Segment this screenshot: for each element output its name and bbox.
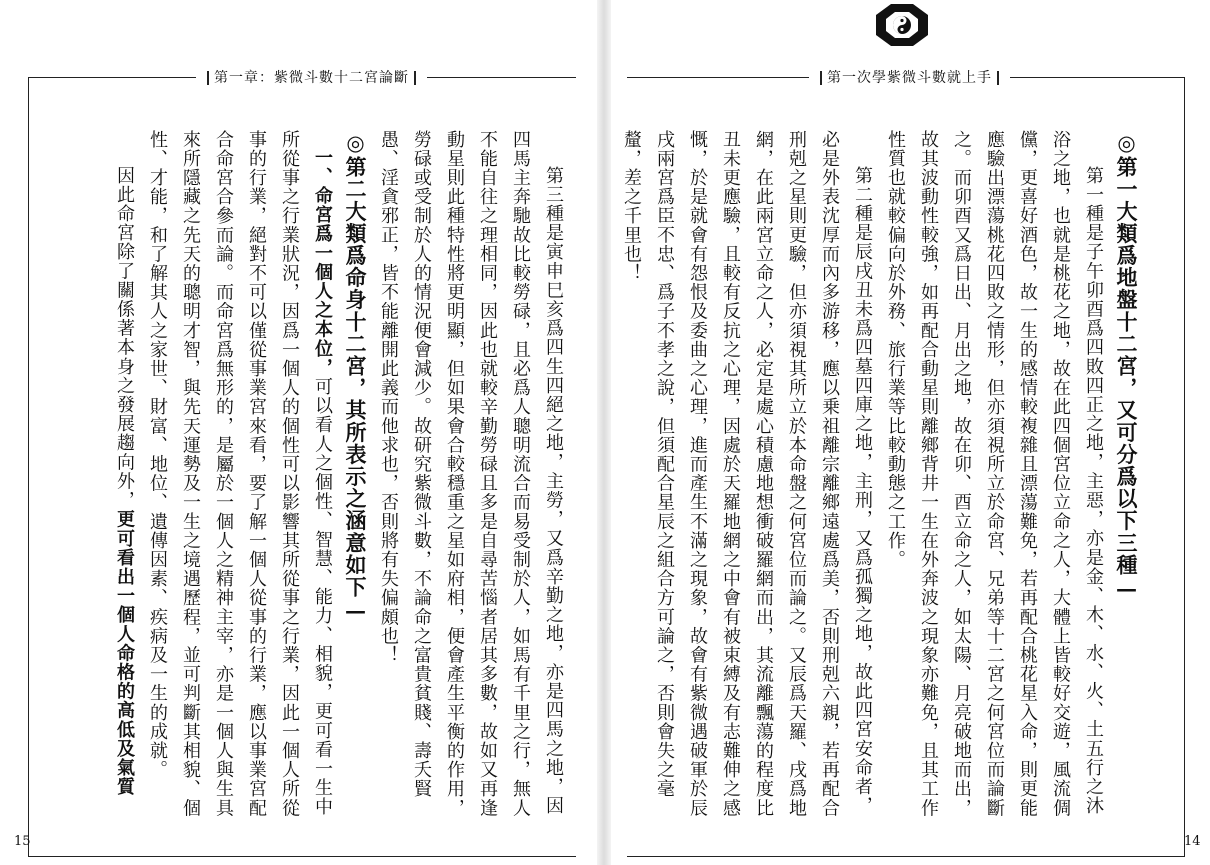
section-heading-right [1110, 130, 1143, 820]
page-number-left: 15 [14, 834, 31, 849]
heading-text-left: 第二大類爲命身十二宮，其所表示之涵意如下— [343, 156, 368, 625]
book-gutter [597, 0, 611, 865]
left-page-body [50, 130, 570, 820]
subsection-text: 可以看人之個性、智慧、能力、相貌，更可看一生中所從事之行業狀況，因爲一個人的個性可以影響其所從事之行業，因此一個人所從事的行業，絕對不可以僅從事業宮來看，要了解一個人從事的行業，應以事業宮配合命宮合參而論。而命宮爲無形的，是屬於一個人之精神主宰，亦是一個人與生具來所隱藏之先天的聰明才智，與先天運勢及一生之境遇歷程，並可判斷其相貌、個性、才能，和了解其人之家世、財富、地位、遺傳因素、疾病及一生的成就。 [147, 130, 333, 818]
subsection-label: 一、命宮爲一個人之本位， [312, 148, 333, 378]
paragraph-second-type: 第二種是辰戌丑未爲四墓四庫之地，主刑，又爲孤獨之地，故此四宮安命者，必是外表沈厚而內多游移，應以乗祖離宗離鄉遠處爲美，否則刑剋六親，若再配合刑剋之星則更驗，但亦須視其所立於本命盤之何宮位而論之。又辰爲天羅、戌爲地網，在此兩宮立命之人，必定是處心積慮地想衝破羅網而出，其流離飄蕩的程度比丑未更應驗，且較有反抗之心理，因處於天羅地網之中會有被束縛及有志難伸之感慨，於是就會有怨恨及委曲之心理，進而產生不滿之現象，故會有紫微遇破軍於辰戌兩宮爲臣不忠、爲子不孝之說，但須配合星辰之組合方可論之，否則會失之毫釐，差之千里也！ [621, 130, 873, 818]
paragraph-life-palace-summary [108, 130, 141, 820]
running-head-right: 第一次學紫微斗數就上手 [809, 69, 1010, 87]
paragraph-first-type: 第一種是子午卯酉爲四敗四正之地，主惡，亦是金、木、水、火、土五行之沐浴之地，也就是桃花之地，故在此四個宮位立命之人，大體上皆較好交遊，風流倜儻，更喜好酒色，故一生的感情較複雜且漂蕩難免，若再配合桃花星入命，則更能應驗出漂蕩桃花四敗之情形，但亦須視所立於命宮、兄弟等十二宮之何宮位而論斷之。而卯酉又爲日出、月出之地，故在卯、酉立命之人，如太陽、月亮破地而出，故其波動性較強，如再配合動星則離鄉背井一生在外奔波之現象亦難免，且其工作性質也就較偏向於外務、旅行業等比較動態之工作。 [885, 130, 1104, 818]
heading-text-right: 第一大類爲地盤十二宮，又可分爲以下三種— [1114, 156, 1139, 603]
section-heading-left [339, 130, 372, 820]
paragraph-third-type: 第三種是寅申巳亥爲四生四絕之地，主勞，又爲辛勤之地，亦是四馬之地，因四馬主奔馳故比較勞碌，且必爲人聰明流合而易受制於人，如馬有千里之行，無人不能自往之理相同，因此也就較辛勤勞碌且多是自尋苦惱者居其多數，故如又再逢動星則此種特性將更明顯，但如果會合較穩重之星如府相，便會產生平衡的作用，勞碌或受制於人的情況便會減少。故研究紫微斗數，不論命之富貴貧賤、壽夭賢愚、淫貪邪正，皆不能離開此義而他求也，否則將有失偏頗也！ [378, 130, 564, 818]
running-head-left: 第一章：紫微斗數十二宮論斷 [196, 69, 427, 87]
bagua-emblem-icon [873, 3, 931, 47]
right-page-body [621, 130, 1143, 820]
page-number-right: 14 [1184, 834, 1201, 849]
summary-bold-text: 更可看出一個人命格的高低及氣質 [114, 509, 135, 797]
heading-marker-right: ◎ [1114, 130, 1139, 157]
subsection-life-palace [141, 130, 339, 820]
heading-marker-left: ◎ [343, 130, 368, 157]
summary-normal-text: 因此命宮除了關係著本身之發展趨向外， [114, 166, 135, 510]
